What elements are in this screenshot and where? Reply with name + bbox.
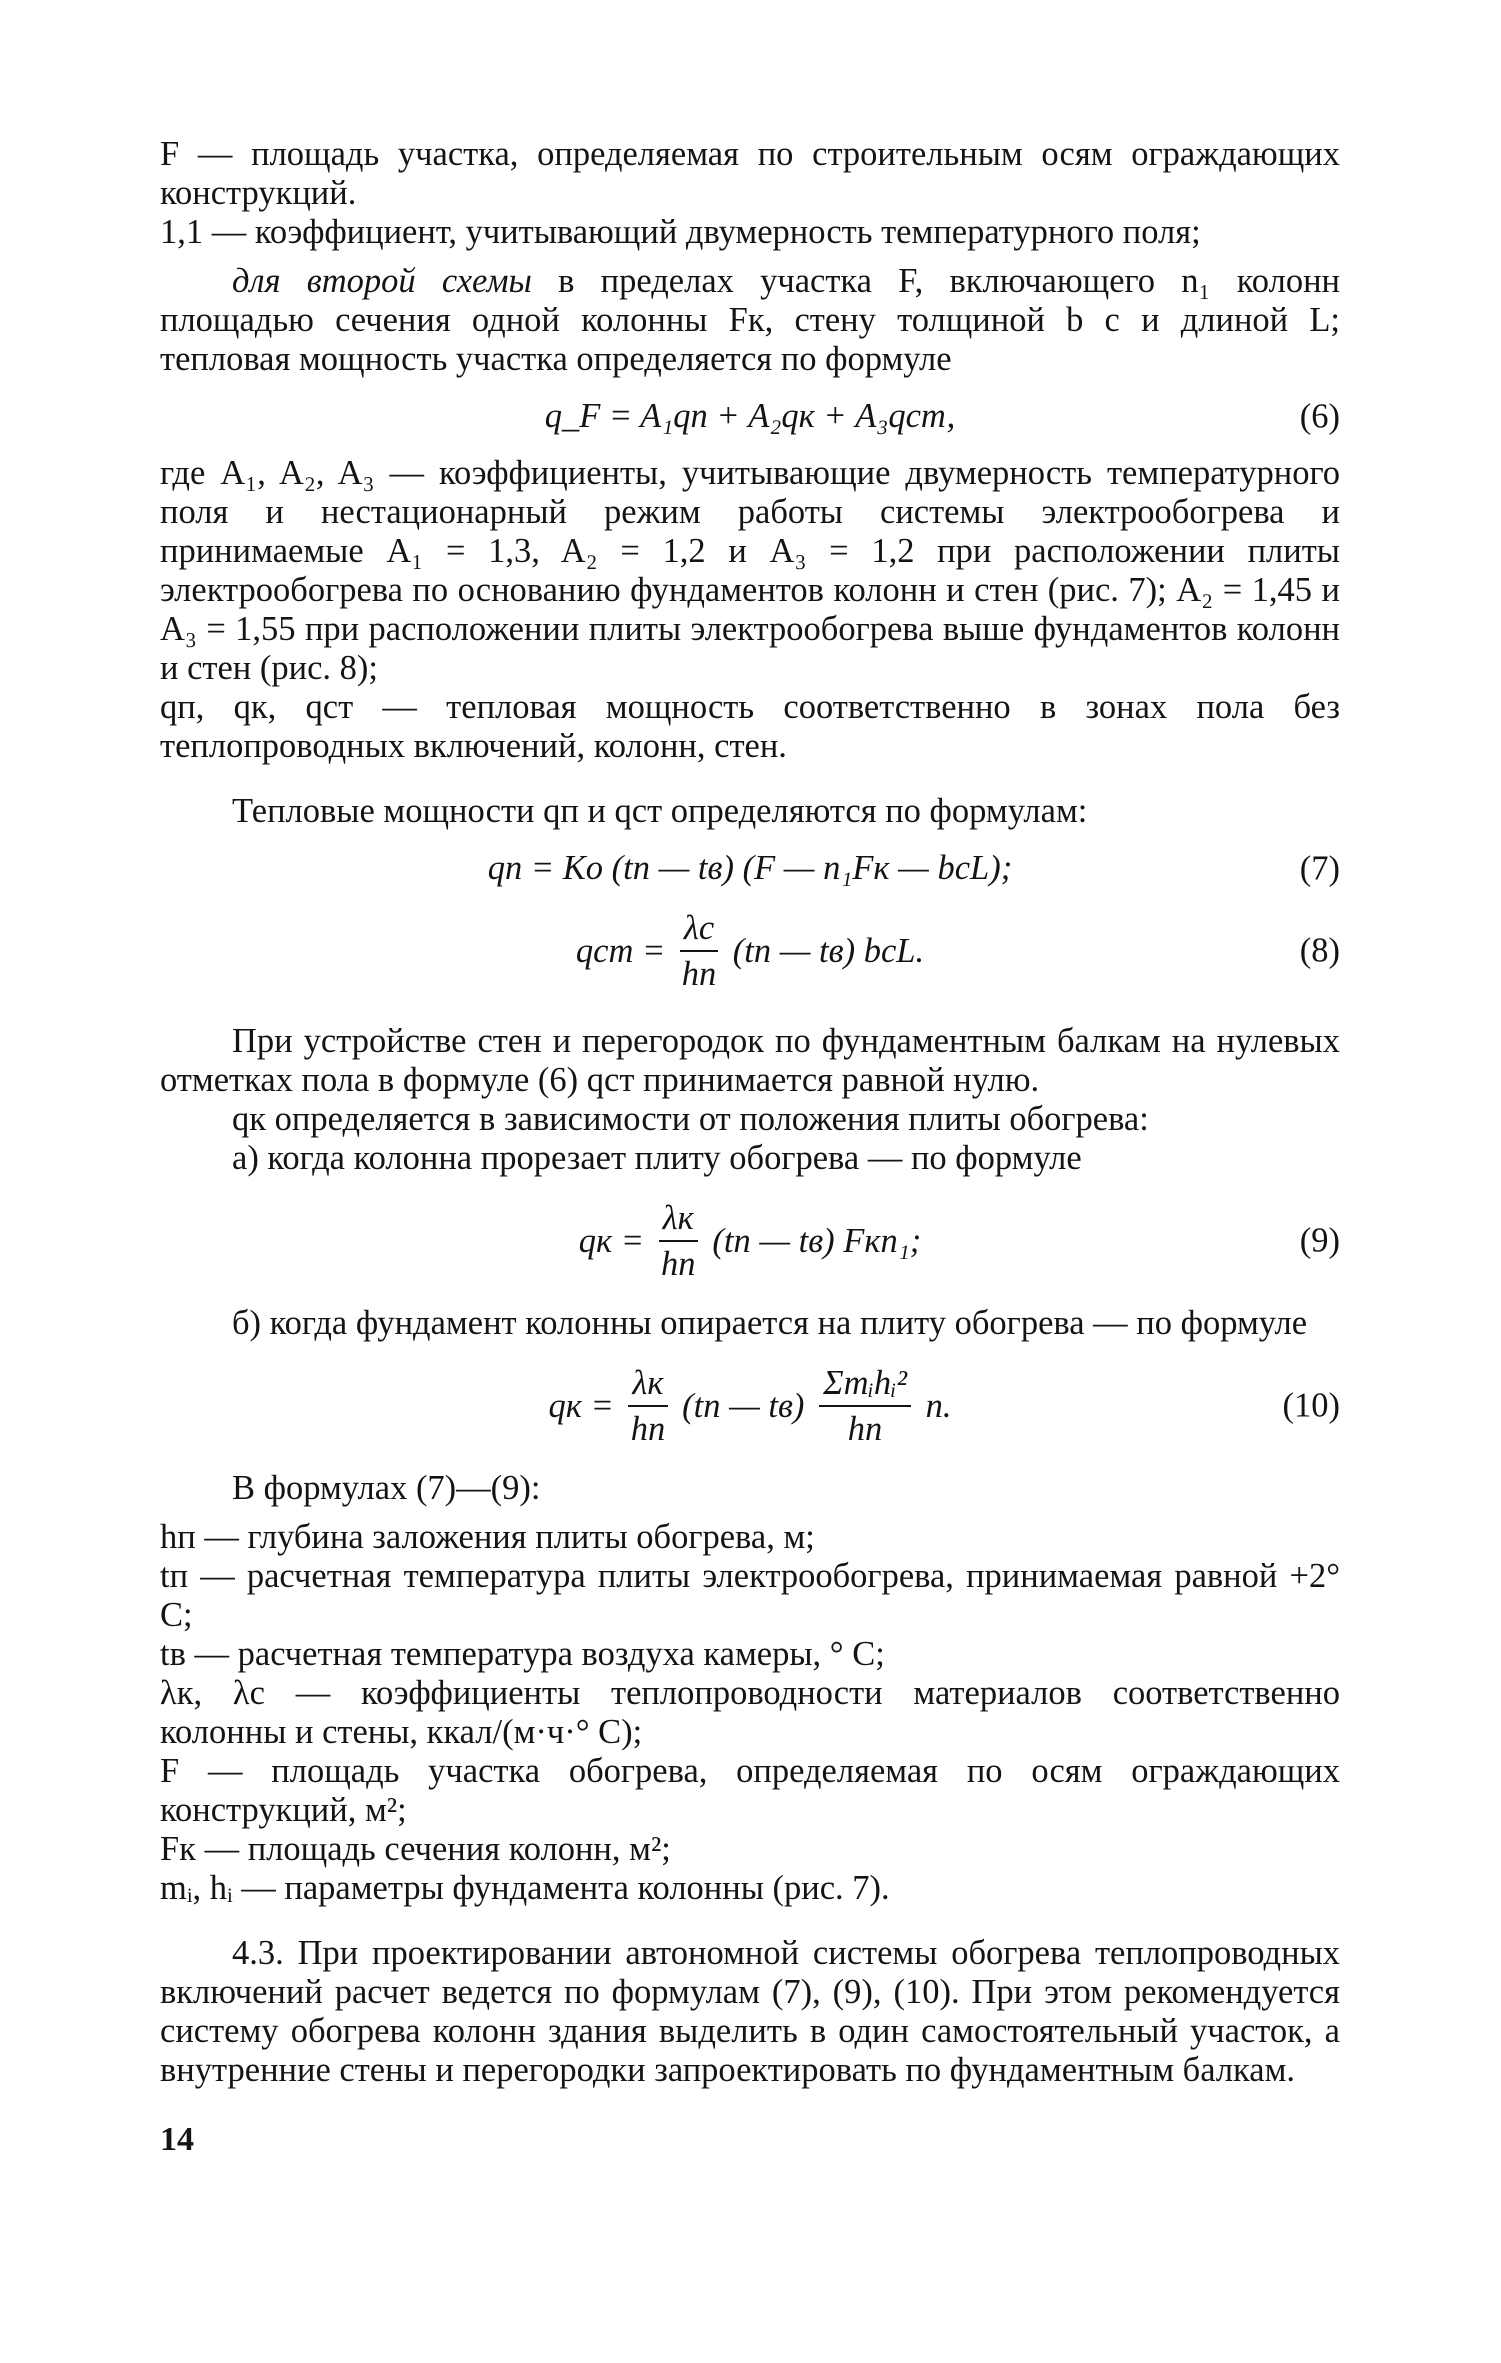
legend-item-Fk: Fк — площадь сечения колонн, м²; <box>160 1830 671 1868</box>
formula-7-number: (7) <box>1299 849 1340 887</box>
paragraph-case-b: б) когда фундамент колонны опирается на плиту обогрева — по формуле <box>232 1304 1308 1342</box>
formula-9-number: (9) <box>1299 1221 1340 1260</box>
paragraph-heat-power: qп, qк, qст — тепловая мощность соответственно в зонах пола без теплопроводных включений, колонн, стен. <box>160 688 1340 765</box>
paragraph-legend-intro: В формулах (7)—(9): <box>232 1469 541 1507</box>
formula-6-body: q_F = A₁qп + A₂qк + A₃qст, <box>544 397 956 435</box>
formula-10 <box>160 1361 1340 1451</box>
formula-7 <box>160 849 1340 888</box>
formula-6-number: (6) <box>1299 397 1340 435</box>
paragraph-case-a: а) когда колонна прорезает плиту обогрева — по формуле <box>232 1139 1082 1177</box>
legend-item-mh: mᵢ, hᵢ — параметры фундамента колонны (рис. 7). <box>160 1869 890 1907</box>
paragraph-coefficients: где A₁, A₂, A₃ — коэффициенты, учитывающие двумерность температурного поля и нестационарный режим работы системы электрообогрева и принимаемые A₁ = 1,3, A₂ = 1,2 и A₃ = 1,2 при расположении плиты электрообогрева по основанию фундаментов колонн и стен (рис. 7); A₂ = 1,45 и A₃ = 1,55 при расположении плиты электрообогрева выше фундаментов колонн и стен (рис. 8); <box>160 454 1340 687</box>
section-4-3: 4.3. При проектировании автономной системы обогрева теплопроводных включений расчет ведется по формулам (7), (9), (10). При этом рекомендуется систему обогрева колонн здания выделить в один самостоятельный участок, а внутренние стены и перегородки запроектировать по фундаментным балкам. <box>160 1934 1340 2089</box>
legend-item-hp: hп — глубина заложения плиты обогрева, м; <box>160 1518 815 1556</box>
formula-10-fraction-2 <box>819 1361 911 1451</box>
legend-list <box>160 1518 1340 1908</box>
formula-8-right: (tп — tв) bсL. <box>732 931 925 970</box>
formula-8-numerator: λс <box>680 906 718 952</box>
formula-10-number: (10) <box>1282 1386 1340 1425</box>
formula-9-right: (tп — tв) Fкn₁; <box>712 1221 922 1260</box>
formula-9-denominator: hп <box>660 1245 696 1283</box>
definition-F: F — площадь участка, определяемая по строительным осям ограждающих конструкций. <box>160 135 1340 212</box>
formula-6 <box>160 397 1340 436</box>
formula-8 <box>160 906 1340 996</box>
formula-9-numerator: λк <box>659 1196 698 1242</box>
formula-8-number: (8) <box>1299 931 1340 970</box>
document-page <box>160 135 1340 2159</box>
formula-10-numerator-1: λк <box>628 1361 667 1407</box>
formula-7-body: qп = Kо (tп — tв) (F — n₁Fк — bсL); <box>487 849 1013 887</box>
legend-item-lambda: λк, λс — коэффициенты теплопроводности материалов соответственно колонны и стены, ккал/(м·ч·° С); <box>160 1674 1340 1751</box>
legend-item-tv: tв — расчетная температура воздуха камеры, ° С; <box>160 1635 885 1673</box>
definition-coefficient: 1,1 — коэффициент, учитывающий двумерность температурного поля; <box>160 213 1201 251</box>
formula-8-left: qст = <box>575 931 666 970</box>
formula-10-numerator-2: Σmᵢhᵢ² <box>819 1361 911 1407</box>
formula-10-fraction-1 <box>628 1361 667 1451</box>
formula-10-middle: (tп — tв) <box>682 1386 805 1425</box>
paragraph-qk: qк определяется в зависимости от положения плиты обогрева: <box>232 1100 1149 1138</box>
formula-9-left: qк = <box>578 1221 645 1260</box>
legend-item-tp: tп — расчетная температура плиты электрообогрева, принимаемая равной +2° С; <box>160 1557 1340 1634</box>
formula-9-fraction <box>659 1196 698 1286</box>
formula-8-denominator: hп <box>681 955 717 993</box>
formula-9 <box>160 1196 1340 1286</box>
legend-item-F: F — площадь участка обогрева, определяемая по осям ограждающих конструкций, м²; <box>160 1752 1340 1829</box>
paragraph-walls: При устройстве стен и перегородок по фундаментным балкам на нулевых отметках пола в формуле (6) qст принимается равной нулю. <box>160 1022 1340 1099</box>
formula-8-fraction <box>680 906 718 996</box>
paragraph-formulas-intro: Тепловые мощности qп и qст определяются по формулам: <box>232 792 1088 830</box>
formula-10-denominator-2: hп <box>847 1410 883 1448</box>
second-scheme-lead: для второй схемы <box>232 262 532 300</box>
second-scheme-text: в пределах участка F, включающего n₁ колонн площадью сечения одной колонны Fк, стену толщиной b с и длиной L; тепловая мощность участка определяется по формуле <box>160 262 1340 378</box>
page-number: 14 <box>160 2121 194 2158</box>
formula-10-denominator-1: hп <box>630 1410 666 1448</box>
paragraph-second-scheme <box>160 262 1340 379</box>
formula-10-left: qк = <box>548 1386 614 1425</box>
formula-10-right: n. <box>925 1386 952 1425</box>
